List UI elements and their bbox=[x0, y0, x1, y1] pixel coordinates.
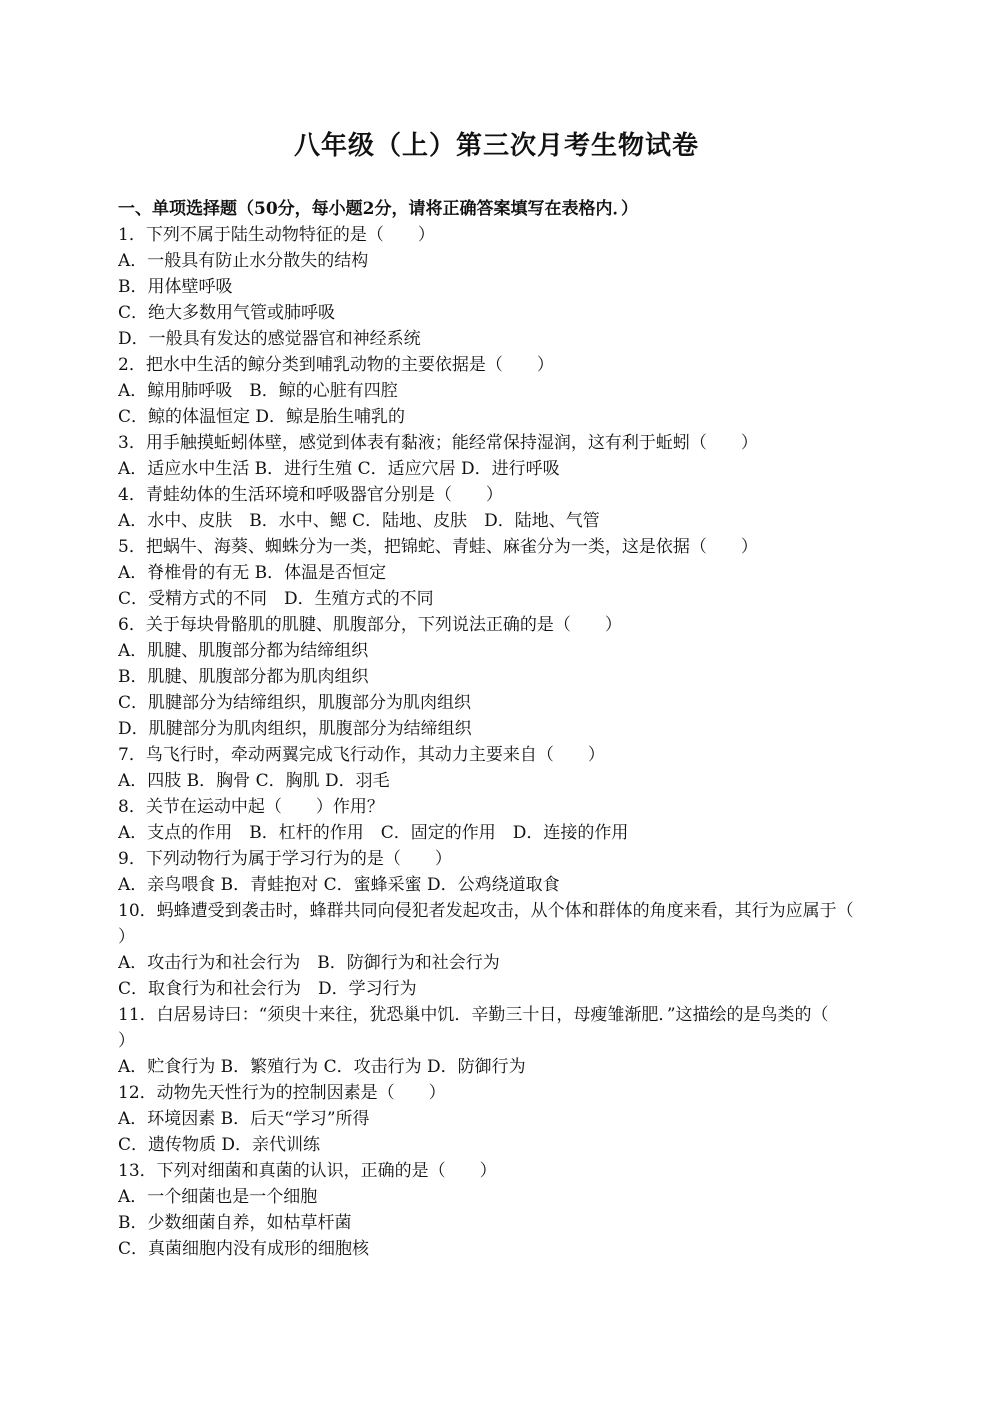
question-12-options-cd: C．遗传物质 D．亲代训练 bbox=[118, 1135, 321, 1155]
question-11-options: A．贮食行为 B．繁殖行为 C．攻击行为 D．防御行为 bbox=[118, 1057, 526, 1077]
section-heading: 一、单项选择题（50分，每小题2分，请将正确答案填写在表格内．） bbox=[118, 199, 638, 219]
question-1-stem: 1．下列不属于陆生动物特征的是（ ） bbox=[118, 225, 435, 245]
question-1-option-b: B．用体壁呼吸 bbox=[118, 277, 233, 297]
question-1-option-d: D．一般具有发达的感觉器官和神经系统 bbox=[118, 329, 421, 349]
question-2-stem: 2．把水中生活的鲸分类到哺乳动物的主要依据是（ ） bbox=[118, 355, 554, 375]
question-3-stem: 3．用手触摸蚯蚓体壁，感觉到体表有黏液；能经常保持湿润，这有利于蚯蚓（ ） bbox=[118, 433, 758, 453]
question-5-options-ab: A．脊椎骨的有无 B．体温是否恒定 bbox=[118, 563, 387, 583]
question-7-stem: 7．鸟飞行时，牵动两翼完成飞行动作，其动力主要来自（ ） bbox=[118, 745, 605, 765]
question-6-option-b: B．肌腱、肌腹部分都为肌肉组织 bbox=[118, 667, 369, 687]
question-2-options-ab: A．鲸用肺呼吸 B．鲸的心脏有四腔 bbox=[118, 381, 398, 401]
question-5-options-cd: C．受精方式的不同 D．生殖方式的不同 bbox=[118, 589, 434, 609]
question-1-option-c: C．绝大多数用气管或肺呼吸 bbox=[118, 303, 336, 323]
question-12-options-ab: A．环境因素 B．后天“学习”所得 bbox=[118, 1109, 370, 1129]
question-1-option-a: A．一般具有防止水分散失的结构 bbox=[118, 251, 369, 271]
question-8-options: A．支点的作用 B．杠杆的作用 C．固定的作用 D．连接的作用 bbox=[118, 823, 629, 843]
question-4-options: A．水中、皮肤 B．水中、鳃 C．陆地、皮肤 D．陆地、气管 bbox=[118, 511, 600, 531]
question-10-stem: 10．蚂蜂遭受到袭击时，蜂群共同向侵犯者发起攻击，从个体和群体的角度来看，其行为应属于（ bbox=[118, 901, 854, 921]
exam-title: 八年级（上）第三次月考生物试卷 bbox=[293, 131, 699, 161]
question-6-option-c: C．肌腱部分为结缔组织，肌腹部分为肌肉组织 bbox=[118, 693, 472, 713]
question-10-options-cd: C．取食行为和社会行为 D．学习行为 bbox=[118, 979, 417, 999]
question-7-options: A．四肢 B．胸骨 C．胸肌 D．羽毛 bbox=[118, 771, 390, 791]
question-13-option-b: B．少数细菌自养，如枯草杆菌 bbox=[118, 1213, 352, 1233]
question-4-stem: 4．青蛙幼体的生活环境和呼吸器官分别是（ ） bbox=[118, 485, 503, 505]
question-8-stem: 8．关节在运动中起（ ）作用？ bbox=[118, 797, 384, 817]
question-13-option-c: C．真菌细胞内没有成形的细胞核 bbox=[118, 1239, 370, 1259]
question-3-options: A．适应水中生活 B．进行生殖 C．适应穴居 D．进行呼吸 bbox=[118, 459, 560, 479]
question-9-stem: 9．下列动物行为属于学习行为的是（ ） bbox=[118, 849, 452, 869]
question-12-stem: 12．动物先天性行为的控制因素是（ ） bbox=[118, 1083, 446, 1103]
question-13-option-a: A．一个细菌也是一个细胞 bbox=[118, 1187, 318, 1207]
question-6-option-a: A．肌腱、肌腹部分都为结缔组织 bbox=[118, 641, 369, 661]
exam-content bbox=[118, 196, 878, 1262]
question-5-stem: 5．把蜗牛、海葵、蜘蛛分为一类，把锦蛇、青蛙、麻雀分为一类，这是依据（ ） bbox=[118, 537, 758, 557]
question-2-options-cd: C．鲸的体温恒定 D．鲸是胎生哺乳的 bbox=[118, 407, 406, 427]
question-11-stem: 11．白居易诗曰：“须臾十来往，犹恐巢中饥．辛勤三十日，母瘦雏渐肥．”这描绘的是鸟类的（ bbox=[118, 1005, 829, 1025]
question-9-options: A．亲鸟喂食 B．青蛙抱对 C．蜜蜂采蜜 D．公鸡绕道取食 bbox=[118, 875, 560, 895]
question-6-option-d: D．肌腱部分为肌肉组织，肌腹部分为结缔组织 bbox=[118, 719, 472, 739]
question-6-stem: 6．关于每块骨骼肌的肌腱、肌腹部分，下列说法正确的是（ ） bbox=[118, 615, 622, 635]
question-13-stem: 13．下列对细菌和真菌的认识，正确的是（ ） bbox=[118, 1161, 497, 1181]
question-11-stem-continued: ） bbox=[118, 1031, 135, 1051]
question-10-stem-continued: ） bbox=[118, 927, 135, 947]
question-10-options-ab: A．攻击行为和社会行为 B．防御行为和社会行为 bbox=[118, 953, 500, 973]
